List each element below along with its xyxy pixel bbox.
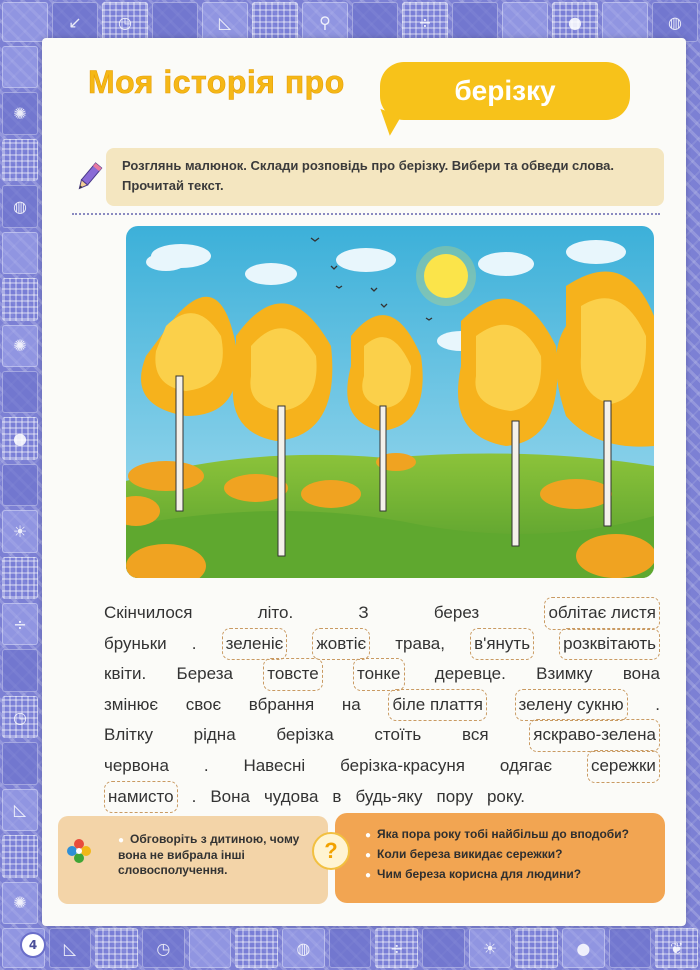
story-word: пору [436, 786, 473, 806]
question-item: ● Коли береза викидає сережки? [365, 847, 563, 861]
word-option[interactable] [470, 628, 534, 661]
story-word: товсте [267, 664, 319, 684]
word-option[interactable] [559, 628, 660, 661]
magnifier-icon: ⚲ [302, 2, 348, 42]
page-number: 4 [20, 932, 46, 958]
story-word: намисто [108, 786, 174, 806]
story-word: зеленіє [225, 633, 284, 653]
apple-icon: ● [562, 928, 605, 968]
instruction-line-2: Прочитай текст. [122, 178, 224, 193]
story-word: . [203, 755, 209, 775]
bullet-icon: ● [118, 835, 125, 846]
flower-icon [66, 838, 92, 864]
questions-card [335, 813, 665, 903]
story-word: червона [104, 755, 169, 775]
word-option[interactable] [388, 689, 487, 722]
word-option[interactable] [263, 658, 322, 691]
grid-icon [2, 2, 48, 42]
story-word: Вона [210, 786, 250, 806]
story-word: вбрання [248, 694, 315, 714]
story-line [104, 597, 660, 628]
story-line [104, 689, 660, 720]
story-word: облітає [548, 603, 607, 622]
title-text: Моя історія про [88, 64, 345, 100]
story-word: квіти. [104, 664, 147, 684]
story-word: вона [622, 664, 660, 684]
tip-text: Обговоріть з дитиною, чому вона не вибрала інші словосполучення. [118, 832, 300, 877]
question-item: ● Яка пора року тобі найбільш до вподоби? [365, 827, 629, 841]
clock-icon: ◷ [142, 928, 185, 968]
story-line [104, 628, 660, 659]
story-word: тонке [356, 664, 401, 684]
story-word: літо. [257, 603, 294, 622]
story-word: Скінчилося [104, 603, 193, 622]
pattern-icon [422, 928, 465, 968]
bullet-icon: ● [365, 850, 372, 861]
question-item: ● Чим береза корисна для людини? [365, 867, 582, 881]
story-word: З [358, 603, 369, 622]
bulb-icon: ☀ [2, 510, 38, 552]
grid-icon [452, 2, 498, 42]
bulb-icon: ☀ [469, 928, 512, 968]
story-word: Взимку [536, 664, 593, 684]
word-option[interactable] [353, 658, 405, 691]
pattern-icon [2, 371, 38, 413]
story-word: вся [461, 725, 489, 745]
grid-icon [2, 649, 38, 691]
bug-icon: ✺ [2, 92, 38, 134]
apple-icon: ● [552, 2, 598, 42]
dial-icon: ◷ [102, 2, 148, 42]
bullet-icon: ● [365, 870, 372, 881]
story-word: будь-яку [355, 786, 423, 806]
bullet-icon: ● [365, 830, 372, 841]
story-word: деревце. [434, 664, 506, 684]
pattern-icon [252, 2, 298, 42]
story-word: в [332, 786, 342, 806]
story-word: яскраво-зелена [533, 725, 656, 745]
pattern-icon [352, 2, 398, 42]
question-list [365, 825, 629, 885]
story-word: розквітають [563, 633, 656, 653]
apple-icon: ● [2, 417, 38, 459]
frame-bottom-tiles [0, 926, 700, 970]
dotted-divider [72, 213, 660, 215]
page-title [88, 64, 345, 101]
story-word: одягає [499, 755, 553, 775]
pattern-icon [602, 2, 648, 42]
pattern-icon [2, 232, 38, 274]
pencil-icon [72, 160, 106, 194]
story-word: сережки [590, 755, 656, 775]
word-option[interactable] [104, 781, 178, 814]
story-word: Влітку [104, 725, 153, 745]
word-option[interactable] [587, 750, 660, 783]
grid-icon [2, 464, 38, 506]
math-icon: ÷ [402, 2, 448, 42]
story-word: рідна [193, 725, 236, 745]
arrow-icon: ↙ [52, 2, 98, 42]
pattern-icon [95, 928, 138, 968]
story-word: . [191, 633, 197, 653]
story-word: . [191, 786, 197, 806]
globe-icon: ◍ [2, 185, 38, 227]
pattern-icon [2, 46, 38, 88]
story-word: року. [486, 786, 526, 806]
leaf-icon: ❦ [655, 928, 698, 968]
pattern-icon [502, 2, 548, 42]
story-word: . [655, 694, 660, 714]
grid-icon [2, 835, 38, 877]
word-option[interactable] [222, 628, 288, 661]
story-line [104, 658, 660, 689]
story-word: сукню [577, 694, 624, 714]
story-word: бруньки [104, 633, 167, 653]
story-word: Навесні [243, 755, 306, 775]
frame-left-tiles [0, 44, 40, 926]
story-word: змінює [104, 694, 159, 714]
story-word: зелену [518, 694, 573, 714]
set-square-icon: ◺ [49, 928, 92, 968]
story-word: берізка-красуня [340, 755, 465, 775]
story-line [104, 719, 660, 750]
story-word: біле [392, 694, 426, 714]
globe-icon: ◍ [282, 928, 325, 968]
story-word: жовтіє [316, 633, 367, 653]
story-word: берез [433, 603, 480, 622]
word-option[interactable] [515, 689, 628, 722]
story-word: чудова [263, 786, 319, 806]
grid-icon [189, 928, 232, 968]
title-speech-bubble [380, 62, 630, 120]
parent-tip-text [118, 832, 318, 878]
pattern-icon [609, 928, 652, 968]
instruction-line-1: Розглянь малюнок. Склади розповідь про берізку. Вибери та обведи слова. [122, 158, 614, 173]
globe-icon: ◍ [652, 2, 698, 42]
story-line [104, 750, 660, 781]
story-word: на [341, 694, 361, 714]
story-word: листя [611, 603, 656, 622]
bug-icon: ✺ [2, 325, 38, 367]
clock-icon: ◷ [2, 696, 38, 738]
word-option[interactable] [529, 719, 660, 752]
story-word: трава, [395, 633, 445, 653]
story-word: в'януть [474, 633, 531, 653]
math-icon: ÷ [2, 603, 38, 645]
story-text [104, 597, 660, 811]
pattern-icon [2, 557, 38, 599]
pattern-icon [2, 742, 38, 784]
word-option[interactable] [312, 628, 370, 661]
grid-icon [2, 278, 38, 320]
math-icon: ÷ [375, 928, 418, 968]
story-word: плаття [429, 694, 483, 714]
grid-icon [2, 139, 38, 181]
bug-icon: ✺ [2, 882, 38, 924]
grid-icon [329, 928, 372, 968]
grid-icon [152, 2, 198, 42]
story-word: своє [185, 694, 222, 714]
story-word: берізка [276, 725, 334, 745]
question-mark-icon: ? [312, 832, 350, 870]
set-square-icon: ◺ [2, 789, 38, 831]
word-option[interactable] [544, 597, 660, 630]
title-highlight: берізку [454, 75, 556, 106]
autumn-birch-illustration [126, 226, 654, 578]
instruction-box [106, 148, 664, 206]
pattern-icon [235, 928, 278, 968]
parent-tip-card [58, 816, 328, 904]
story-word: стоїть [374, 725, 422, 745]
story-word: Береза [176, 664, 233, 684]
story-line [104, 781, 660, 812]
set-square-icon: ◺ [202, 2, 248, 42]
grid-icon [515, 928, 558, 968]
